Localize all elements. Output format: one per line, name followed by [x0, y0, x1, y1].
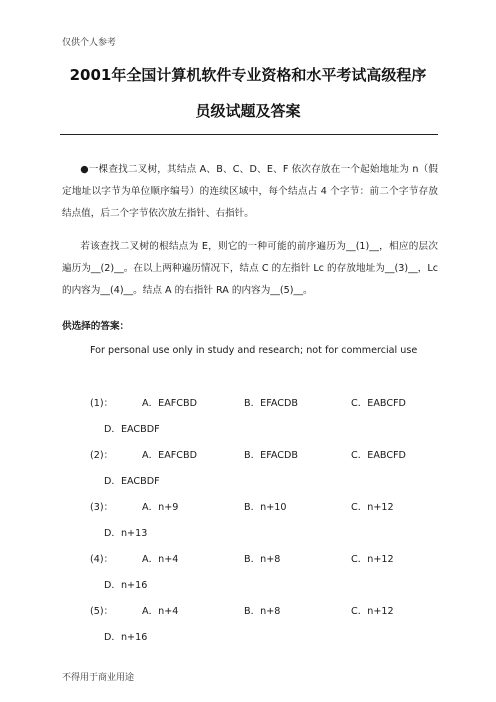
option-d: D．EACBDF [104, 424, 160, 435]
option-number: (4)： [90, 554, 114, 565]
option-d: D．n+16 [104, 632, 148, 643]
option-a: A．EAFCBD [142, 450, 197, 461]
option-b: B．n+8 [244, 606, 281, 617]
option-c: C．n+12 [351, 554, 394, 565]
option-a: A．n+4 [142, 554, 179, 565]
option-c: C．EABCFD [351, 450, 406, 461]
option-a: A．n+4 [142, 606, 179, 617]
option-b: B．EFACDB [244, 450, 298, 461]
page-title-line-1: 2001年全国计算机软件专业资格和水平考试高级程序 [69, 66, 427, 84]
question-text-1: ●一棵查找二叉树，其结点 A、B、C、D、E、F 依次存放在一个起始地址为 n（假定地址以字节为单位顺序编号）的连续区域中，每个结点占 4 个字节：前二个字节存放结点值，后二个字节依次放左指针、右指针。 [62, 164, 438, 219]
question-paragraph-2 [62, 236, 438, 302]
option-number: (1)： [90, 398, 114, 409]
option-d: D．n+13 [104, 528, 148, 539]
personal-use-notice: For personal use only in study and research; not for commercial use [90, 345, 418, 356]
option-b: B．EFACDB [244, 398, 298, 409]
option-b: B．n+8 [244, 554, 281, 565]
option-b: B．n+10 [244, 502, 287, 513]
header-note: 仅供个人参考 [62, 38, 117, 48]
option-number: (5)： [90, 606, 114, 617]
option-c: C．n+12 [351, 606, 394, 617]
title-divider [60, 134, 438, 135]
option-c: C．n+12 [351, 502, 394, 513]
option-c: C．EABCFD [351, 398, 406, 409]
option-d: D．n+16 [104, 580, 148, 591]
question-text-2: 若该查找二叉树的根结点为 E，则它的一种可能的前序遍历为__(1)__，相应的层次遍历为__(2)__。在以上两种遍历情况下，结点 C 的左指针 Lc 的存放地址为__(3)__，Lc 的内容为__(4)__。结点 A 的右指针 RA 的内容为__(5)__。 [62, 241, 438, 296]
option-a: A．EAFCBD [142, 398, 197, 409]
option-number: (3)： [90, 502, 114, 513]
option-number: (2)： [90, 450, 114, 461]
option-d: D．EACBDF [104, 476, 160, 487]
page-title-line-2: 员级试题及答案 [195, 102, 301, 120]
answers-heading: 供选择的答案： [62, 321, 130, 332]
footer-note: 不得用于商业用途 [62, 673, 135, 683]
option-a: A．n+9 [142, 502, 179, 513]
question-paragraph-1 [62, 159, 438, 225]
